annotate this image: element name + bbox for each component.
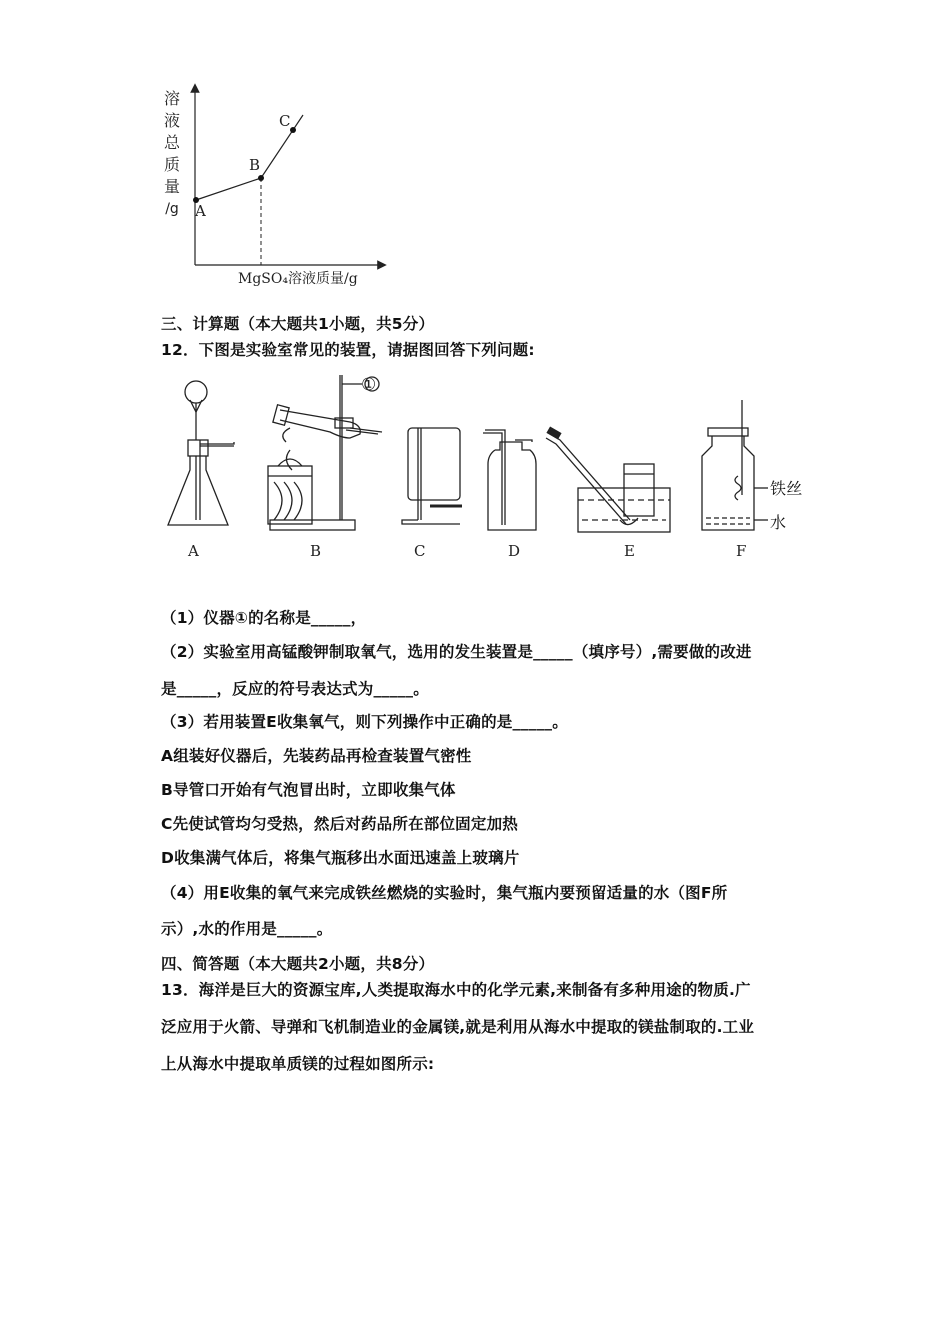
apparatus-label-e: E: [624, 542, 635, 560]
mass-graph: [150, 80, 390, 290]
y-axis-char: 溶: [163, 89, 180, 108]
q12-option-b: B导管口开始有气泡冒出时，立即收集气体: [161, 781, 456, 799]
point-label-b: B: [249, 156, 261, 174]
q12-option-c: C先使试管均匀受热，然后对药品所在部位固定加热: [161, 815, 518, 833]
q13-line-1: 13．海洋是巨大的资源宝库,人类提取海水中的化学元素,来制备有多种用途的物质.广: [161, 981, 751, 999]
y-axis-char: 液: [163, 111, 180, 130]
y-axis-char: 质: [163, 155, 180, 174]
q12-option-a: A组装好仪器后，先装药品再检查装置气密性: [161, 747, 472, 765]
section-heading-4: 四、简答题（本大题共2小题，共8分）: [161, 955, 435, 973]
graph-svg: [150, 80, 390, 290]
q12-option-d: D收集满气体后，将集气瓶移出水面迅速盖上玻璃片: [161, 849, 520, 867]
apparatus-figure: [150, 370, 810, 565]
q12-part-4a: （4）用E收集的氧气来完成铁丝燃烧的实验时，集气瓶内要预留适量的水（图F所: [161, 884, 728, 902]
apparatus-label-d: D: [508, 542, 521, 560]
apparatus-label-f: F: [736, 542, 747, 560]
question-12-stem: 12．下图是实验室常见的装置，请据图回答下列问题:: [161, 341, 535, 359]
apparatus-d: [483, 430, 536, 530]
apparatus-b: [268, 375, 382, 530]
point-label-a: A: [195, 202, 206, 220]
apparatus-svg: [150, 370, 810, 565]
q12-part-2b: 是_____，反应的符号表达式为_____。: [161, 680, 429, 698]
point-label-c: C: [279, 112, 291, 130]
y-axis-char: 总: [163, 133, 180, 152]
q12-part-4b: 示）,水的作用是_____。: [161, 920, 333, 938]
point-c: [290, 127, 296, 133]
iron-wire-label: 铁丝: [770, 479, 803, 498]
apparatus-e: [546, 427, 670, 532]
apparatus-f: [702, 400, 768, 530]
marker-label: ①: [361, 375, 377, 395]
apparatus-a: [168, 381, 234, 525]
apparatus-label-a: A: [188, 542, 199, 560]
section-heading-3: 三、计算题（本大题共1小题，共5分）: [161, 315, 435, 333]
x-axis-label: MgSO₄溶液质量/g: [238, 271, 358, 287]
water-label: 水: [770, 513, 787, 532]
y-axis-char: 量: [163, 177, 180, 196]
q12-part-2a: （2）实验室用高锰酸钾制取氧气，选用的发生装置是_____（填序号）,需要做的改进: [161, 643, 752, 661]
point-b: [258, 175, 264, 181]
q13-line-2: 泛应用于火箭、导弹和飞机制造业的金属镁,就是利用从海水中提取的镁盐制取的.工业: [161, 1018, 755, 1036]
y-axis-char: /g: [165, 201, 179, 217]
q12-part-3: （3）若用装置E收集氧气，则下列操作中正确的是_____。: [161, 713, 568, 731]
apparatus-c: [402, 428, 462, 524]
apparatus-label-b: B: [310, 542, 322, 560]
segment-ab: [196, 178, 261, 200]
apparatus-label-c: C: [414, 542, 426, 560]
q13-line-3: 上从海水中提取单质镁的过程如图所示:: [161, 1055, 435, 1073]
q12-part-1: （1）仪器①的名称是_____，: [161, 609, 367, 627]
